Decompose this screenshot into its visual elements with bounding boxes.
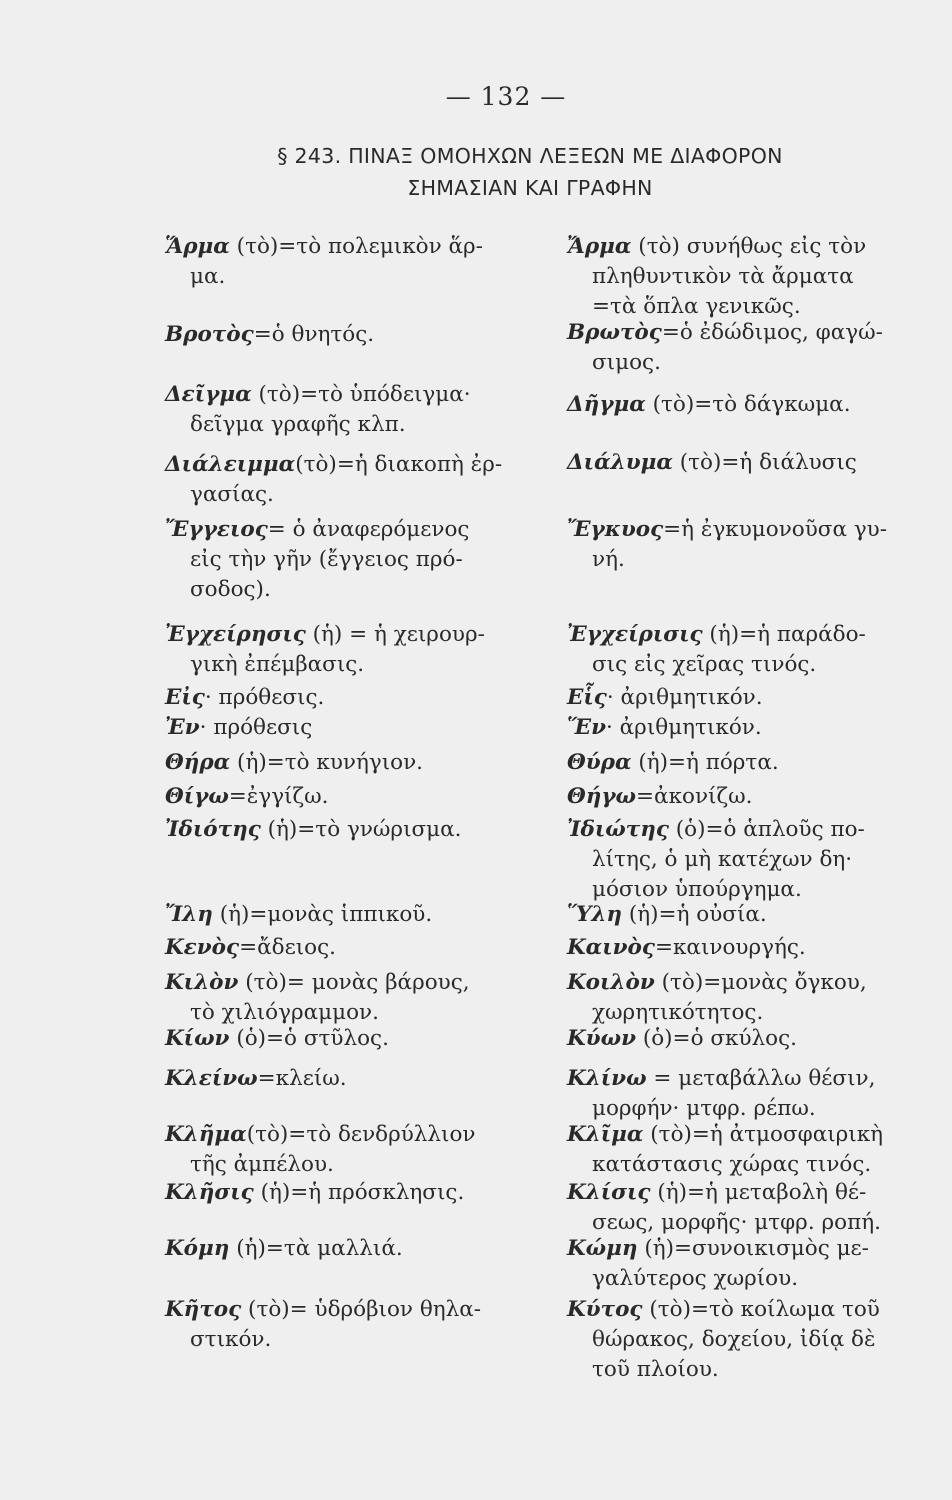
entry-continuation-line — [567, 650, 917, 680]
definition: μα. — [190, 264, 226, 289]
definition: νή. — [592, 547, 625, 572]
definition: γικὴ ἐπέμβασις. — [190, 652, 365, 677]
definition: σιμος. — [592, 350, 661, 375]
entry-first-line — [567, 900, 917, 930]
lemma: Δῆγμα — [567, 392, 646, 417]
right-entry — [567, 1024, 917, 1054]
definition: (τὸ)= ὑδρόβιον θηλα- — [241, 1297, 482, 1322]
definition: χωρητικότητος. — [592, 1000, 764, 1025]
lemma: Κύτος — [567, 1297, 643, 1322]
right-entry — [567, 748, 917, 778]
right-entry — [567, 713, 917, 743]
definition: (ἡ)=συνοικισμὸς με- — [637, 1236, 869, 1261]
entry-first-line — [567, 782, 917, 812]
definition: γαλύτερος χωρίου. — [592, 1266, 799, 1291]
right-entry — [567, 232, 917, 322]
lemma: Κενὸς — [165, 935, 240, 960]
definition: σοδος). — [190, 577, 271, 602]
definition: (τὸ)=μονὰς ὄγκου, — [654, 970, 867, 995]
definition: εἰς τὴν γῆν (ἔγγειος πρό- — [190, 547, 463, 572]
lemma: Κίων — [165, 1026, 230, 1051]
definition: λίτης, ὁ μὴ κατέχων δη· — [592, 847, 853, 872]
definition: (τὸ)=ἡ διάλυσις — [672, 450, 857, 475]
right-entry — [567, 968, 917, 1028]
definition: θώρακος, δοχείου, ἰδίᾳ δὲ — [592, 1327, 876, 1352]
right-entry — [567, 782, 917, 812]
definition: πληθυντικὸν τὰ ἄρματα — [592, 264, 854, 289]
entry-first-line — [567, 620, 917, 650]
lemma: Δεῖγμα — [165, 382, 252, 407]
entry-first-line — [567, 515, 917, 545]
lemma: Διάλειμμα — [165, 452, 296, 477]
lemma: Κώμη — [567, 1236, 638, 1261]
right-entry — [567, 1295, 917, 1385]
definition: · ἀριθμητικόν. — [606, 685, 763, 710]
definition: στικόν. — [190, 1327, 272, 1352]
entry-continuation-line — [567, 845, 917, 875]
definition: (ἡ)=ἡ παράδο- — [702, 622, 866, 647]
definition: (ἡ) = ἡ χειρουρ- — [305, 622, 485, 647]
right-entry — [567, 815, 917, 905]
right-entry — [567, 933, 917, 963]
lemma: Βρωτὸς — [567, 320, 662, 345]
definition: (ὁ)=ὁ σκύλος. — [636, 1026, 797, 1051]
entry-first-line — [567, 1120, 917, 1150]
lemma: Κόμη — [165, 1236, 230, 1261]
lemma: Ἔγγειος — [165, 517, 268, 542]
definition: · πρόθεσις. — [204, 685, 325, 710]
lemma: Ἐγχείρησις — [165, 622, 306, 647]
right-entry — [567, 448, 917, 478]
right-entry — [567, 515, 917, 575]
entry-first-line — [567, 1295, 917, 1325]
entry-first-line — [567, 448, 917, 478]
entry-first-line — [567, 713, 917, 743]
definition: =καινουργής. — [654, 935, 806, 960]
definition: (τὸ)=ἡ ἀτμοσφαιρικὴ — [643, 1122, 884, 1147]
definition: (τὸ)=ἡ διακοπὴ ἐρ- — [295, 452, 503, 477]
entry-first-line — [567, 390, 917, 420]
lemma: Κοιλὸν — [567, 970, 655, 995]
definition: =ἡ ἐγκυμονοῦσα γυ- — [663, 517, 888, 542]
definition: (ἡ)=τὸ κυνήγιον. — [230, 750, 423, 775]
definition: (ὁ)=ὁ στῦλος. — [229, 1026, 389, 1051]
definition: · πρόθεσις — [199, 715, 313, 740]
definition: (ἡ)=μονὰς ἱππικοῦ. — [212, 902, 433, 927]
definition: = ὁ ἀναφερόμενος — [267, 517, 470, 542]
lemma: Ἅρμα — [165, 234, 230, 259]
definition: =ὁ ἐδώδιμος, φαγώ- — [661, 320, 883, 345]
lemma: Θίγω — [165, 784, 229, 809]
right-entry — [567, 318, 917, 378]
lemma: Καινὸς — [567, 935, 655, 960]
entry-first-line — [567, 968, 917, 998]
lemma: Ἰδιώτης — [567, 817, 669, 842]
lemma: Κλῖμα — [567, 1122, 644, 1147]
lemma: Διάλυμα — [567, 450, 673, 475]
lemma: Εἷς — [567, 685, 607, 710]
definition: =ὁ θνητός. — [253, 322, 375, 347]
entry-continuation-line — [567, 1325, 917, 1355]
definition: (τὸ)=τὸ κοίλωμα τοῦ — [642, 1297, 880, 1322]
entry-first-line — [567, 1234, 917, 1264]
definition: (ὁ)=ὁ ἁπλοῦς πο- — [668, 817, 865, 842]
definition: (τὸ)=τὸ πολεμικὸν ἅρ- — [229, 234, 483, 259]
definition: · ἀριθμητικόν. — [606, 715, 762, 740]
definition: (ἡ)=ἡ οὐσία. — [622, 902, 767, 927]
definition: τοῦ πλοίου. — [592, 1357, 719, 1382]
lemma: Κλῆμα — [165, 1122, 247, 1147]
definition: δεῖγμα γραφῆς κλπ. — [190, 412, 406, 437]
definition: =τὰ ὅπλα γενικῶς. — [592, 294, 801, 319]
entry-first-line — [567, 683, 917, 713]
definition: =κλείω. — [257, 1066, 347, 1091]
definition: (ἡ)=ἡ πρόσκλησις. — [253, 1180, 465, 1205]
definition: τῆς ἀμπέλου. — [190, 1152, 334, 1177]
lemma: Θήρα — [165, 750, 231, 775]
definition: (ἡ)=ἡ μεταβολὴ θέ- — [650, 1180, 867, 1205]
right-entry — [567, 683, 917, 713]
lemma: Κλείνω — [165, 1066, 258, 1091]
definition: (τὸ)=τὸ ὑπόδειγμα· — [251, 382, 471, 407]
lemma: Ἐν — [165, 715, 200, 740]
lemma: Ἴλη — [165, 902, 213, 927]
entry-first-line — [567, 1178, 917, 1208]
lemma: Ὕλη — [567, 902, 623, 927]
right-entry — [567, 390, 917, 420]
entry-first-line — [567, 748, 917, 778]
definition: γασίας. — [190, 482, 274, 507]
right-entry — [567, 620, 917, 680]
lemma: Κλίνω — [567, 1066, 647, 1091]
entry-first-line — [567, 933, 917, 963]
definition: τὸ χιλιόγραμμον. — [190, 1000, 379, 1025]
definition: σις εἰς χεῖρας τινός. — [592, 652, 817, 677]
lemma: Θύρα — [567, 750, 632, 775]
lemma: Βροτὸς — [165, 322, 254, 347]
lemma: Ἕν — [567, 715, 606, 740]
definition: =ἄδειος. — [239, 935, 336, 960]
lemma: Ἔγκυος — [567, 517, 664, 542]
lemma: Κιλὸν — [165, 970, 239, 995]
definition: κατάστασις χώρας τινός. — [592, 1152, 872, 1177]
right-entry — [567, 1120, 917, 1180]
entry-first-line — [567, 232, 917, 262]
definition: (τὸ)= μονὰς βάρους, — [238, 970, 470, 995]
definition: =ἐγγίζω. — [228, 784, 329, 809]
entry-continuation-line — [567, 348, 917, 378]
definition: (τὸ) συνήθως εἰς τὸν — [631, 234, 867, 259]
heading-line-1: § 243. ΠΙΝΑΞ ΟΜΟΗΧΩΝ ΛΕΞΕΩΝ ΜΕ ΔΙΑΦΟΡΟΝ — [277, 144, 783, 168]
heading-line-2: ΣΗΜΑΣΙΑΝ ΚΑΙ ΓΡΑΦΗΝ — [407, 176, 653, 200]
entry-continuation-line — [567, 262, 917, 292]
right-entry — [567, 1234, 917, 1294]
definition: σεως, μορφῆς· μτφρ. ροπή. — [592, 1210, 881, 1235]
definition: (τὸ)=τὸ δενδρύλλιον — [246, 1122, 476, 1147]
entry-first-line — [567, 1024, 917, 1054]
lemma: Κύων — [567, 1026, 636, 1051]
entry-continuation-line — [567, 1150, 917, 1180]
entry-continuation-line — [567, 1264, 917, 1294]
definition: μόσιον ὑπούργημα. — [592, 877, 802, 902]
lemma: Εἰς — [165, 685, 205, 710]
lemma: Κλῆσις — [165, 1180, 254, 1205]
lemma: Ἄρμα — [567, 234, 632, 259]
lemma: Ἰδιότης — [165, 817, 261, 842]
lemma: Ἐγχείρισις — [567, 622, 703, 647]
entry-continuation-line — [567, 1355, 917, 1385]
right-entry — [567, 1064, 917, 1124]
definition: (ἡ)=ἡ πόρτα. — [631, 750, 779, 775]
entry-first-line — [567, 1064, 917, 1094]
definition: (ἡ)=τὸ γνώρισμα. — [260, 817, 462, 842]
right-entry — [567, 1178, 917, 1238]
definition: (τὸ)=τὸ δάγκωμα. — [645, 392, 851, 417]
entry-continuation-line — [567, 545, 917, 575]
lemma: Θήγω — [567, 784, 637, 809]
definition: = μεταβάλλω θέσιν, — [646, 1066, 876, 1091]
entry-first-line — [567, 815, 917, 845]
page-number: — 132 — — [445, 82, 567, 111]
definition: =ἀκονίζω. — [636, 784, 753, 809]
lemma: Κλίσις — [567, 1180, 651, 1205]
definition: μορφήν· μτφρ. ρέπω. — [592, 1096, 816, 1121]
lemma: Κῆτος — [165, 1297, 242, 1322]
right-entry — [567, 900, 917, 930]
entry-first-line — [567, 318, 917, 348]
definition: (ἡ)=τὰ μαλλιά. — [229, 1236, 403, 1261]
